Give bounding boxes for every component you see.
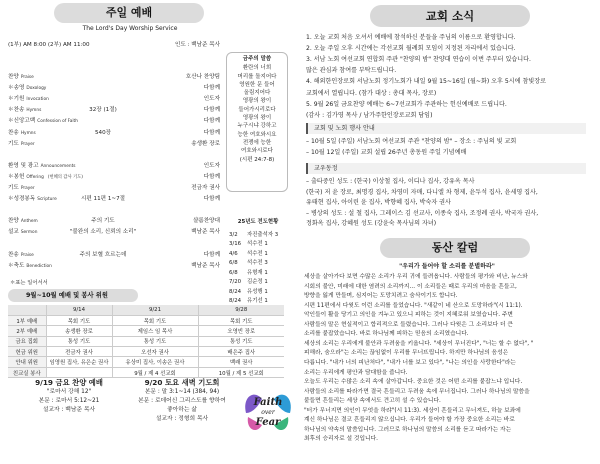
column-line: 사람들의 소리를 따라가면 결국 흔들리고 두려움 속에 무너집니다. 그러나 하나님의 말씀을 [304, 388, 530, 395]
evangelism-row [229, 278, 287, 288]
worship-item-detail: 주의 기도 [91, 218, 115, 225]
worship-row [8, 217, 220, 226]
duty-cell: 9월 / 제 4 선교회 [112, 367, 198, 377]
evangelism-date: 7/20 [229, 279, 242, 285]
worship-item-detail: 32장 (1절) [89, 107, 117, 114]
column-line: 사람들의 말은 현실적이고 합리적으로 들렸습니다. 그러나 다윗은 그 소리보다 더 큰 [304, 321, 513, 328]
column-title: 동산 칼럼 [431, 241, 479, 254]
duty-table [8, 305, 284, 378]
worship-item-leader: 송생환 장로 [191, 140, 220, 147]
worship-item-english: Prayer [20, 141, 35, 147]
evangelism-date: 8/24 [229, 288, 242, 295]
duty-cell: 통성 기도 [198, 336, 284, 346]
duty-cell: 1부 예배 [8, 315, 46, 325]
friday-praise-line: 설교자 : 백남준 목사 [42, 407, 96, 413]
news-title-banner [370, 5, 530, 27]
verse-line: 환란의 너희 [242, 65, 272, 72]
worship-item-detail: "불완의 소리, 신뢰의 소리" [69, 229, 137, 236]
worship-item-name: ＊기원 [8, 96, 25, 103]
column-line: "터가 무너지면 의인이 무엇을 하랴"(시 11:3). 세상이 흔들리고 무너져도, 하늘 보좌에 [304, 407, 521, 414]
service-time-row [8, 41, 220, 50]
evangelism-name: 자진출석자 3 [247, 231, 279, 238]
verse-line: 전쟁에 능한 [242, 139, 272, 146]
worship-item-name: ＊찬송 [8, 107, 25, 114]
worship-item-name: 찬양 [8, 218, 19, 225]
worship-row [8, 106, 220, 115]
worship-item-leader: 전금자 권사 [191, 185, 220, 191]
duty-row [8, 326, 284, 336]
worship-item-leader: 다함께 [203, 196, 220, 203]
friday-praise-title: 9/19 금요 찬양 예배 [35, 378, 103, 387]
worship-row [8, 206, 220, 215]
evangelism-date: 3/16 [229, 241, 242, 247]
worship-item-name: 설교 [8, 229, 19, 236]
duty-cell: 목회 기도 [112, 315, 198, 325]
news-item: 1. 오늘 교회 처음 오셔서 예배에 참석하신 분들을 주님의 이름으로 환영합니다. [306, 34, 516, 41]
service-guide: 인도 : 백남준 목사 [174, 42, 220, 48]
worship-row [8, 129, 220, 138]
duty-cell: 안내 위원 [8, 357, 46, 367]
saturday-prayer-line: 본문 : 로데어신 그리스도를 향하여 [138, 398, 226, 404]
worship-item-english: Announcements [40, 163, 76, 169]
standing-note: ＊표는 일어서서 [10, 280, 48, 286]
column-line: 시회의 불안, 미래에 대한 염려의 소리까지… 이 소리들은 때로 우리의 마음을 흔들고, [304, 283, 517, 290]
verse-line: 누구시냐 강하고 [237, 123, 277, 130]
worship-item-english: Hymns [26, 108, 42, 114]
evangelism-row [229, 297, 287, 307]
verse-line: 능한 여호와시요 [237, 131, 277, 138]
column-line: 방향을 잃게 만들며, 심지어는 도망치려고 숨삭이기도 합니다. [304, 293, 458, 300]
column-line: 붙들면 흔들리는 세상 속에서도 견고히 설 수 있습니다. [304, 398, 441, 405]
worship-row [8, 151, 220, 160]
news-item: 교회에서 열립니다. (참가 대상 : 총대 목사, 장로) [306, 89, 437, 97]
column-line: 오늘도 우리는 수많은 소리 속에 살아갑니다. 중요한 것은 어떤 소리를 붙잡느냐 입니다. [304, 379, 523, 386]
worship-row [8, 228, 220, 237]
worship-row [8, 195, 220, 204]
news-item: (감사 : 김가영 목사 / 남가주한인장로교회 담임) [306, 111, 433, 119]
verse-line: 들어가시리로다 [238, 106, 276, 113]
news-item: 3. 서남 노회 여선교회 연합회 주관 "찬양의 밤" 찬양대 연습이 이번 주부터 있습니다. [306, 56, 531, 64]
event-item: – 10월 12일 (주일) 교회 설립 26주년 총동원 주일 기념예배 [306, 148, 467, 156]
friday-praise-line: 본문 : 로마서 5:12~21 [38, 398, 100, 404]
evangelism-date: 8/24 [229, 298, 242, 304]
column-line: 소리는 우리에게 평안과 담대함을 줍니다. [304, 369, 408, 376]
news-item: 2. 오늘 주일 오후 시간에는 각선교회 월례회 모임이 지정된 자리에서 있습니다. [306, 45, 516, 53]
service-times: (1부) AM 8:00 (2부) AM 11:00 [8, 42, 90, 48]
member-item: 정화옥 집사, 강혜원 성도 (강윤숙 목사님의 자녀) [306, 220, 437, 228]
duty-title-banner [8, 289, 138, 302]
faith-over-fear-logo [240, 383, 296, 439]
worship-row [8, 73, 220, 82]
duty-cell: 제임스 임 목사 [112, 326, 198, 336]
duty-header-cell: 9/28 [198, 305, 284, 315]
worship-item-detail: 시편 11편 1~7절 [80, 196, 126, 203]
column-line: 피해라, 숨으라"는 소리는 끊임없이 우리를 무너뜨립니다. 하지만 하나님의 음성은 [304, 350, 509, 357]
worship-item-name: 환영 및 광고 [8, 162, 39, 169]
evangelism-row [229, 269, 287, 279]
worship-item-name: 기도 [8, 140, 19, 147]
logo-word: Fear [255, 417, 281, 428]
worship-title: 주일 예배 [105, 6, 153, 19]
news-item: 5. 9월 26일 금요찬양 예배는 6~7선교회가 주관하는 헌신예배로 드립니다. [306, 100, 507, 108]
worship-item-english: Hymns [20, 130, 36, 136]
verse-line: 영광의 왕이 [242, 98, 272, 105]
worship-item-english: Praise [20, 75, 34, 80]
saturday-prayer-line: 설교자 : 정형희 목사 [155, 416, 209, 422]
evangelism-title: 25년도 전도현황 [237, 219, 279, 225]
logo-word: Faith [253, 397, 283, 408]
worship-row [8, 117, 220, 126]
worship-item-leader: 다함께 [203, 251, 220, 258]
worship-item-english: Praise [20, 252, 34, 258]
column-line: 소리를 붙잡았습니다. 바로 하나님께 피하는 믿음의 소리였습니다. [304, 331, 469, 338]
column-heading: "우리가 들어야 할 소리를 분별하라" [399, 263, 495, 270]
verse-line: 여호와시로다 [241, 148, 273, 155]
evangelism-name: 유형재 1 [247, 269, 268, 276]
duty-cell: 10월 / 제 5 선교회 [198, 367, 284, 377]
member-item: – 병상의 성도 : 설 철 집사, 그레이스 김 선교사, 이종숙 집사, 조정례 권사, 박국자 권사, [306, 209, 539, 217]
evangelism-name: 김순정 1 [247, 279, 268, 285]
evangelism-row [229, 259, 287, 269]
duty-header-cell [8, 305, 46, 315]
worship-item-leader: 다함께 [203, 85, 220, 92]
worship-item-name: ＊축도 [8, 262, 25, 269]
friday-praise-line: "로마서 강해 12" [46, 389, 92, 395]
friday-praise-box [14, 377, 124, 415]
members-section-header: 교우동정 [306, 163, 586, 174]
duty-cell: 금요 집회 [8, 336, 46, 346]
worship-item-leader: 인도자 [203, 96, 220, 103]
worship-item-leader: 다함께 [203, 173, 220, 180]
duty-cell: 송생환 장로 [46, 326, 112, 336]
evangelism-date: 6/8 [229, 269, 238, 276]
saturday-prayer-line: 본문 : 말 3:1~14 (384, 94) [144, 389, 220, 395]
member-item: – 출타중인 성도 : (한국) 이상철 집사, 이디나 집사, 강유옥 목사 [306, 178, 475, 185]
worship-item-name: ＊봉헌 [8, 173, 25, 180]
worship-item-leader: 백남준 목사 [191, 262, 220, 269]
worship-row [8, 173, 220, 182]
evangelism-row [229, 240, 287, 250]
verse-line: (시편 24:7-8) [239, 156, 275, 163]
duty-header-cell: 9/14 [46, 305, 112, 315]
verse-line: 영원한 문 들어 [239, 81, 275, 88]
verse-line: 머리를 돌지어다 [237, 73, 277, 80]
evangelism-name: 석수전 3 [247, 260, 268, 266]
verse-line: 영광의 왕이 [242, 115, 272, 122]
worship-row [8, 95, 220, 104]
evangelism-date: 4/6 [229, 250, 238, 257]
duty-row [8, 357, 284, 367]
column-title-banner [380, 238, 530, 258]
worship-item-note: (헌혜의 감사 기도) [47, 174, 83, 180]
duty-cell: 친교실 봉사 [8, 367, 46, 377]
worship-item-leader: 다함께 [203, 118, 220, 125]
worship-row [8, 251, 220, 260]
worship-item-leader: 호산나 찬양팀 [185, 74, 220, 80]
worship-item-name: ＊성경봉독 [8, 196, 36, 203]
worship-row [8, 262, 220, 271]
worship-item-detail: 주의 보혈 흐르는데 [79, 251, 127, 258]
duty-header-row [8, 305, 284, 315]
news-title: 교회 소식 [425, 9, 475, 23]
column-line: 계신 하나님은 결코 흔들리지 않으십니다. 우리가 들어야 할 가장 중요한 소리는 바로 [304, 417, 515, 424]
duty-cell: 목회 기도 [46, 315, 112, 325]
worship-item-english: Scripture [37, 197, 57, 203]
worship-item-name: ＊신앙고백 [8, 118, 36, 125]
worship-row [8, 162, 220, 171]
worship-item-english: Doxology [26, 86, 47, 92]
worship-item-name: 찬송 [8, 129, 19, 136]
evangelism-row [229, 288, 287, 298]
evangelism-date: 3/2 [229, 231, 238, 238]
worship-item-english: Sermon [20, 230, 38, 236]
worship-item-english: Prayer [20, 186, 35, 191]
worship-item-name: ＊송영 [8, 85, 25, 92]
duty-cell: 헌금 위원 [8, 347, 46, 357]
worship-item-leader: 인도자 [203, 162, 220, 169]
duty-title: 9월~10월 예배 및 봉사 위원 [26, 292, 108, 299]
evangelism-name: 석수전 1 [247, 250, 268, 257]
evangelism-row [229, 250, 287, 260]
duty-cell: 유상미 집사, 이송은 권사 [112, 357, 198, 367]
worship-item-english: Offering [26, 174, 44, 180]
duty-cell: 통성 기도 [112, 336, 198, 346]
saturday-prayer-title: 9/20 토요 새벽 기도회 [144, 378, 220, 387]
evangelism-status [229, 218, 287, 307]
column-line: 최후의 승리자로 설 것입니다. [304, 436, 378, 443]
column-line: 다릅니다. "내가 너의 피난처다", "내가 너를 보고 있다", "나는 의인을 사랑한다"라는 [304, 359, 516, 366]
worship-item-leader: 다함께 [203, 107, 220, 114]
duty-row [8, 315, 284, 325]
worship-item-leader: 샬롬찬양대 [192, 218, 220, 225]
worship-subtitle: The Lord's Day Worship Service [82, 25, 178, 32]
duty-cell: 오영빈 장로 [198, 326, 284, 336]
worship-item-english: Confession of Faith [37, 119, 78, 125]
news-item: 많은 관심과 참여를 부탁드립니다. [306, 67, 397, 75]
member-item: (한국) 저 윤 장로, 최명경 집사, 차영미 자매, 다니엘 차 형제, 윤두석 집사, 윤세영 집사, [306, 188, 538, 196]
worship-item-detail: 540장 [94, 129, 112, 136]
verse-line: 올림지어다 [243, 90, 271, 97]
worship-item-english: Anthem [20, 219, 38, 225]
worship-item-english: Benediction [26, 263, 52, 269]
worship-item-name: 찬양 [8, 74, 19, 80]
column-line: 세상의 소리는 우리에게 불안과 두려움을 키웁니다. "세상이 무너진다", "너는 할 수 없다", " [304, 340, 534, 347]
worship-item-english: Invocation [26, 97, 49, 103]
evangelism-name: 유성행 1 [247, 288, 268, 295]
duty-cell: 백래 권사 [198, 357, 284, 367]
duty-cell: 통성 기도 [46, 336, 112, 346]
duty-header-cell: 9/21 [112, 305, 198, 315]
column-line: 악인들이 활을 당기고 의인을 겨누고 있으니 피하는 것이 지혜로워 보였습니다. 주변 [304, 312, 513, 319]
column-line: 하나님의 약속의 말씀입니다. 그러므로 하나님의 말씀의 소리를 듣고 따라가는 자는 [304, 426, 512, 433]
column-line: 시편 11편에서 다윗도 이런 소리를 들었습니다. "새같이 네 산으로 도망하라"(시 11:1). [304, 302, 523, 309]
worship-row [8, 240, 220, 249]
evangelism-name: 석수전 1 [247, 241, 268, 247]
duty-cell: 2부 예배 [8, 326, 46, 336]
worship-item-leader: 백남준 목사 [191, 229, 220, 236]
worship-title-banner [54, 3, 204, 23]
duty-row [8, 347, 284, 357]
duty-row [8, 336, 284, 346]
weekly-verse-title: 금주의 말씀 [242, 56, 272, 62]
worship-item-name: 기도 [8, 185, 19, 191]
duty-cell: 전금자 권사 [46, 347, 112, 357]
news-item: 4. 해외한인장로회 서남노회 정기노회가 내일 9월 15~16일 (월~화) 오후 5시에 참빛장로 [306, 78, 547, 86]
worship-item-name: 찬송 [8, 251, 19, 258]
evangelism-name: 유기선 1 [247, 298, 268, 304]
evangelism-row [229, 231, 287, 241]
duty-cell: 오선자 권사 [112, 347, 198, 357]
saturday-prayer-box [122, 377, 242, 424]
saturday-prayer-line: 좋아하는 삶 [167, 407, 197, 413]
events-section-header: 교회 및 노회 행사 안내 [306, 123, 586, 134]
duty-cell: 임영원 집사, 유은순 권사 [46, 357, 112, 367]
worship-row [8, 140, 220, 149]
duty-cell: 목회 기도 [198, 315, 284, 325]
worship-item-leader: 다함께 [203, 129, 220, 136]
logo-word: over [261, 409, 275, 416]
column-line: 세상을 살아가다 보면 수많은 소리가 우리 귀에 들려옵니다. 사람들의 평가와 비난, 뉴스와 [304, 274, 528, 280]
duty-cell: 배은주 집사 [198, 347, 284, 357]
weekly-verse-box [226, 52, 288, 192]
event-item: – 10월 5일 (주일) 서남노회 여선교회 주관 "찬양의 밤" – 장소 : 주님의 빛 교회 [306, 138, 517, 145]
worship-row [8, 84, 220, 93]
member-item: 유태현 집사, 아이린 윤 집사, 박향혜 집사, 박숙자 권사 [306, 199, 451, 207]
worship-row [8, 184, 220, 193]
evangelism-date: 6/8 [229, 260, 238, 266]
